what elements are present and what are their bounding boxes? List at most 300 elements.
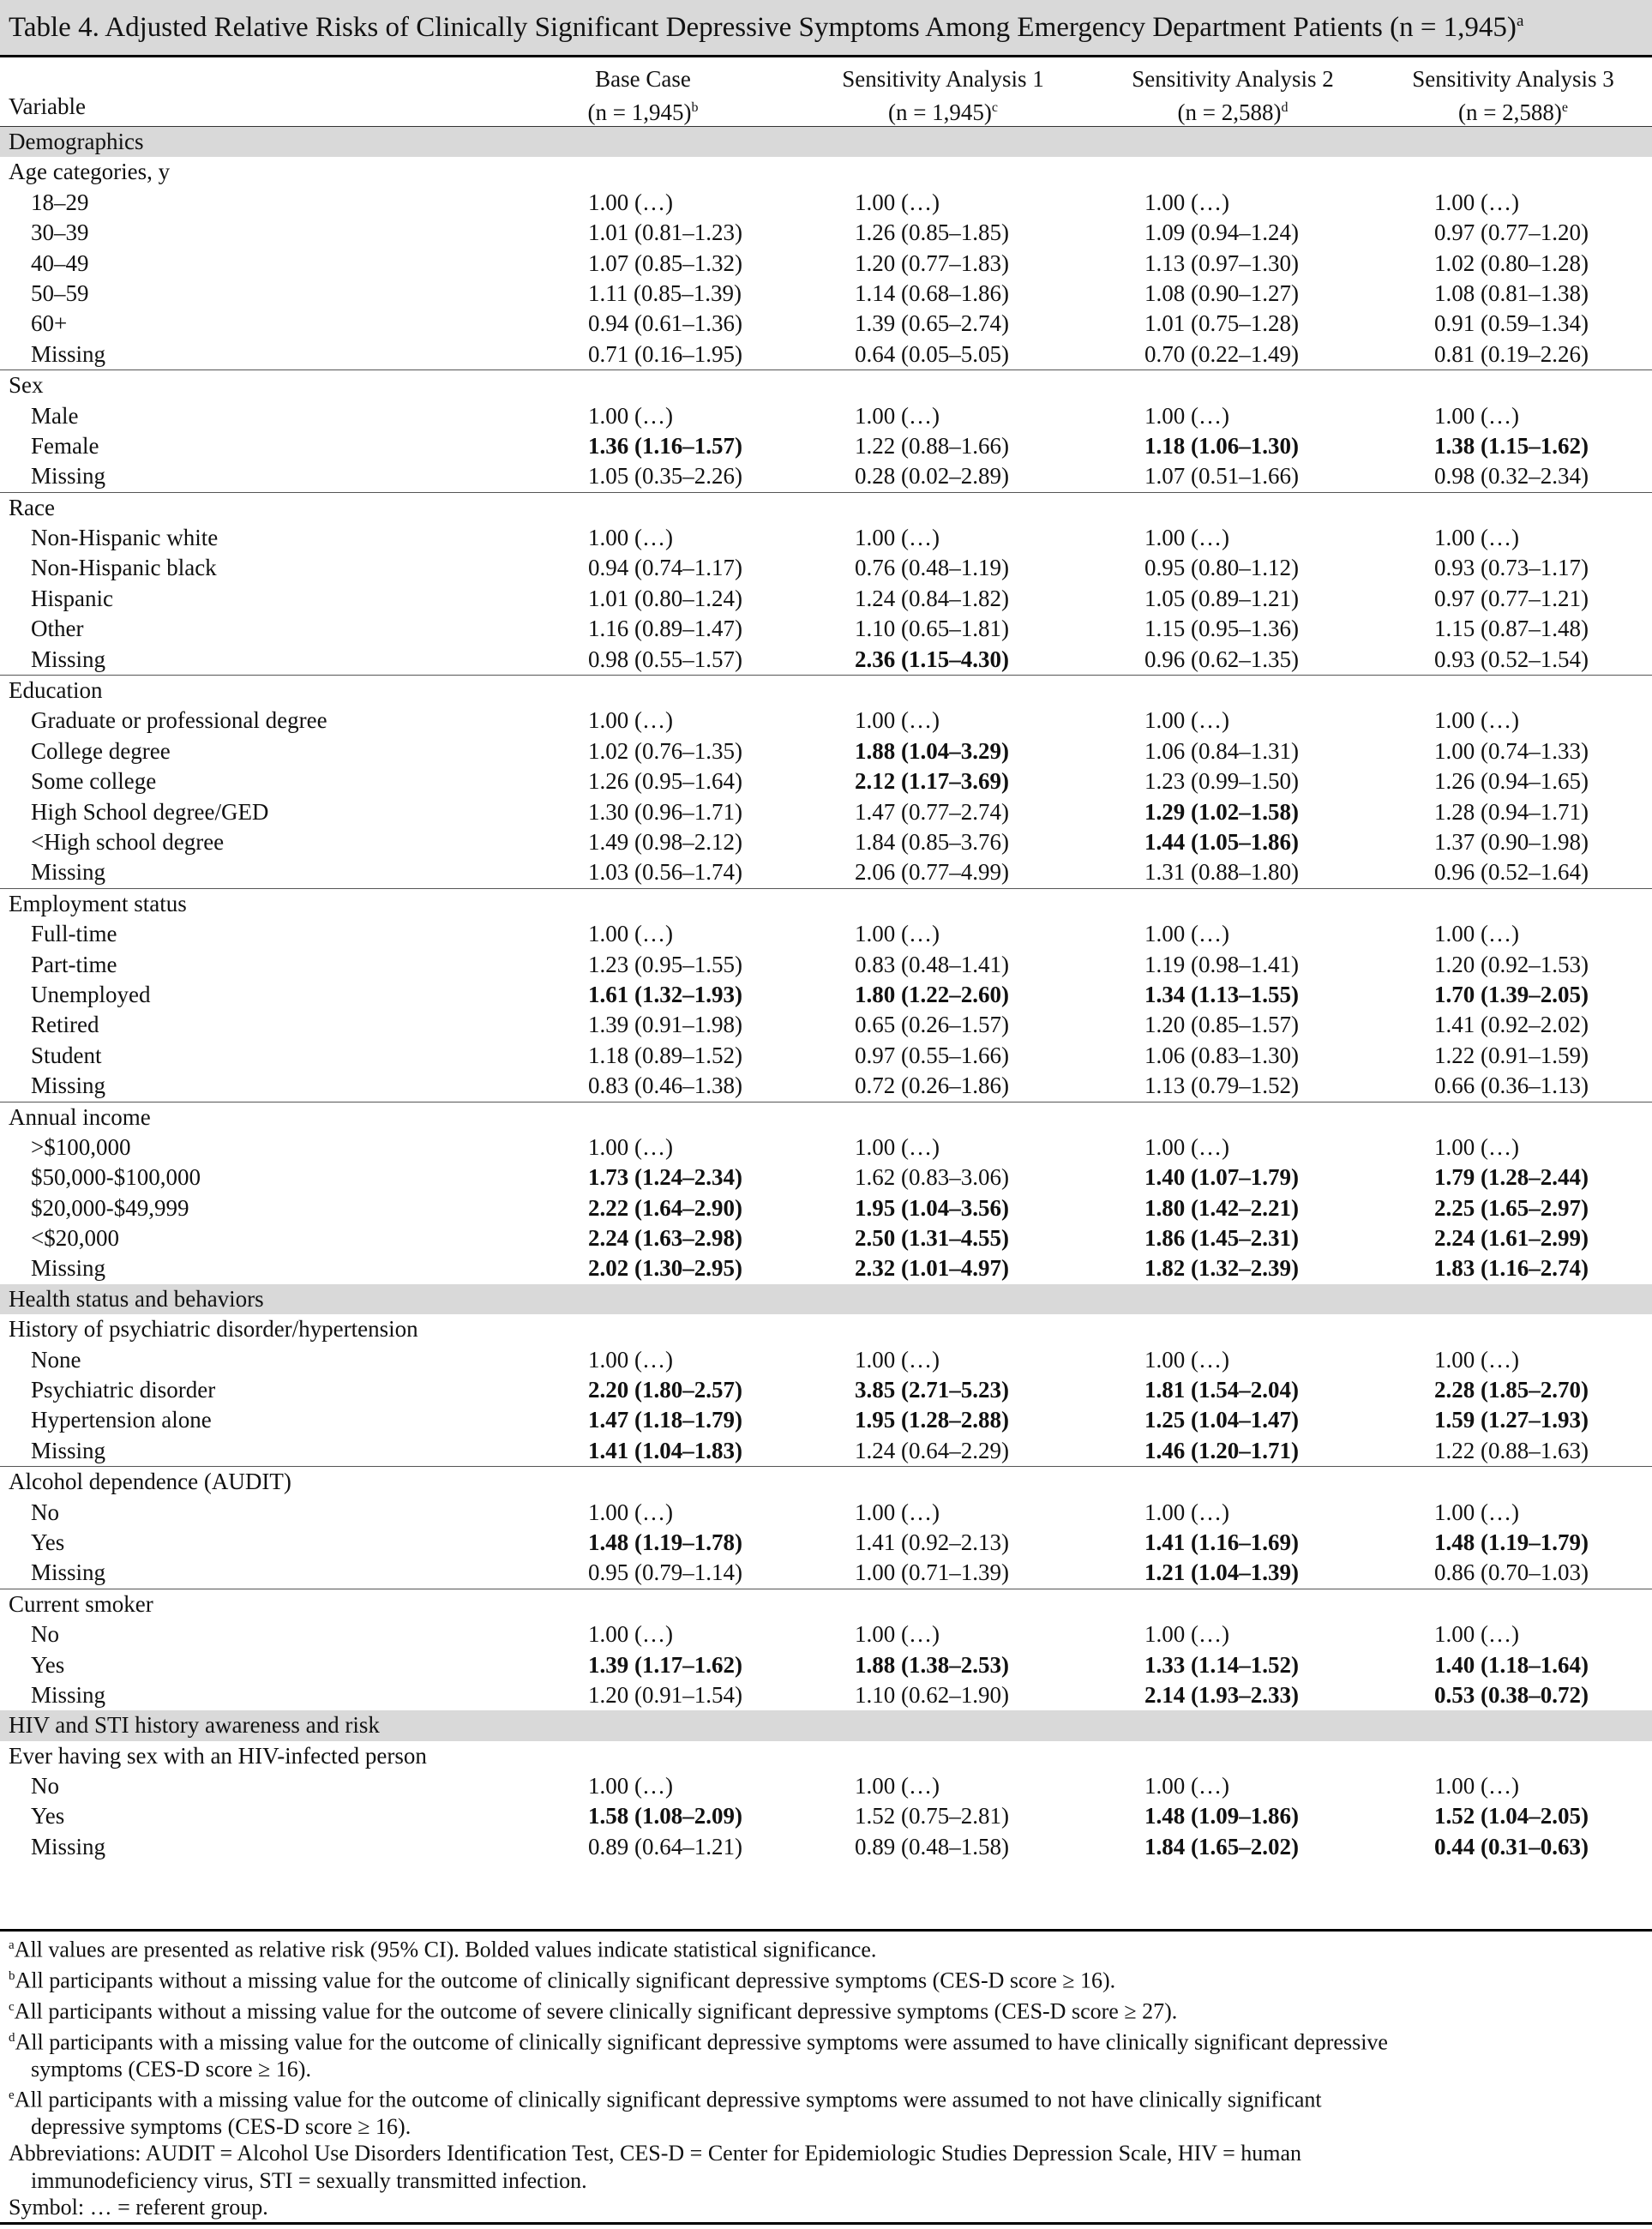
footnote-text: immunodeficiency virus, STI = sexually transmitted infection.	[31, 2167, 587, 2193]
rr-value-cell: 1.00 (…)	[855, 1346, 940, 1373]
footnote-text: symptoms (CES-D score ≥ 16).	[31, 2056, 311, 2082]
row-label: Other	[31, 616, 84, 642]
row-label: Non-Hispanic black	[31, 555, 217, 581]
rr-value-cell: 2.32 (1.01–4.97)	[855, 1255, 1009, 1282]
rr-value-cell: 1.00 (…)	[588, 402, 673, 429]
rr-value-cell: 1.41 (0.92–2.02)	[1434, 1012, 1589, 1038]
rr-value-cell: 1.00 (…)	[1144, 1346, 1229, 1373]
rr-value-cell: 1.44 (1.05–1.86)	[1144, 828, 1299, 855]
rr-value-cell: 1.23 (0.95–1.55)	[588, 951, 742, 977]
rr-value-cell: 1.00 (…)	[588, 1621, 673, 1648]
footnote-text: Abbreviations: AUDIT = Alcohol Use Disorders Identification Test, CES-D = Center for Epidemiologic Studies Depression Scale, HIV = human	[9, 2141, 1302, 2166]
table-row	[0, 706, 1652, 736]
rr-value-cell: 0.94 (0.61–1.36)	[588, 310, 742, 337]
row-label: Missing	[31, 1559, 106, 1586]
row-label: Hispanic	[31, 585, 113, 611]
row-label: Full-time	[31, 921, 117, 947]
group-header-row	[0, 1314, 1652, 1344]
rr-value-cell: 1.26 (0.94–1.65)	[1434, 768, 1589, 795]
table-row	[0, 827, 1652, 857]
row-label: 40–49	[31, 249, 89, 276]
rr-value-cell: 1.00 (…)	[588, 1773, 673, 1799]
rr-value-cell: 2.12 (1.17–3.69)	[855, 768, 1009, 795]
table-row	[0, 736, 1652, 766]
rr-value-cell: 0.76 (0.48–1.19)	[855, 555, 1009, 581]
header-footnote-mark: e	[1561, 100, 1569, 115]
rr-value-cell: 1.29 (1.02–1.58)	[1144, 798, 1299, 825]
rr-value-cell: 1.20 (0.91–1.54)	[588, 1681, 742, 1708]
rr-value-cell: 1.18 (0.89–1.52)	[588, 1042, 742, 1068]
rr-value-cell: 1.70 (1.39–2.05)	[1434, 981, 1589, 1007]
row-label: College degree	[31, 737, 171, 764]
rr-value-cell: 1.40 (1.18–1.64)	[1434, 1651, 1589, 1678]
table-row	[0, 766, 1652, 796]
group-header-row	[0, 888, 1652, 919]
row-label: Female	[31, 432, 99, 459]
row-label: Male	[31, 402, 79, 429]
group-label: Sex	[9, 372, 44, 399]
rr-value-cell: 1.88 (1.38–2.53)	[855, 1651, 1009, 1678]
header-footnote-mark: d	[1281, 100, 1289, 115]
row-label: Psychiatric disorder	[31, 1377, 216, 1403]
rr-value-cell: 1.00 (…)	[855, 402, 940, 429]
row-label: Missing	[31, 340, 106, 367]
rr-value-cell: 1.23 (0.99–1.50)	[1144, 768, 1299, 795]
section-header-row	[0, 127, 1652, 157]
rr-value-cell: 1.00 (…)	[1144, 1499, 1229, 1525]
rr-value-cell: 1.08 (0.81–1.38)	[1434, 279, 1589, 306]
rr-value-cell: 0.94 (0.74–1.17)	[588, 555, 742, 581]
section-header-row	[0, 1710, 1652, 1740]
row-label: <High school degree	[31, 828, 225, 855]
rr-value-cell: 1.05 (0.35–2.26)	[588, 463, 742, 490]
footnote-text: depressive symptoms (CES-D score ≥ 16).	[31, 2114, 411, 2140]
row-label: >$100,000	[31, 1133, 131, 1160]
table-row	[0, 218, 1652, 248]
rr-value-cell: 0.98 (0.55–1.57)	[588, 646, 742, 672]
row-label: Student	[31, 1042, 102, 1068]
rr-value-cell: 1.00 (0.74–1.33)	[1434, 737, 1589, 764]
rr-value-cell: 1.30 (0.96–1.71)	[588, 798, 742, 825]
bottom-divider	[0, 2222, 1652, 2225]
group-header-row	[0, 1741, 1652, 1771]
row-label: No	[31, 1499, 59, 1525]
rr-value-cell: 1.00 (…)	[855, 1499, 940, 1525]
row-label: Graduate or professional degree	[31, 707, 327, 734]
rr-value-cell: 1.00 (…)	[588, 707, 673, 734]
rr-value-cell: 1.41 (1.04–1.83)	[588, 1437, 742, 1463]
rr-value-cell: 1.33 (1.14–1.52)	[1144, 1651, 1299, 1678]
rr-value-cell: 1.02 (0.76–1.35)	[588, 737, 742, 764]
rr-value-cell: 0.28 (0.02–2.89)	[855, 463, 1009, 490]
rr-value-cell: 0.95 (0.80–1.12)	[1144, 555, 1299, 581]
rr-value-cell: 1.83 (1.16–2.74)	[1434, 1255, 1589, 1282]
table-row	[0, 857, 1652, 887]
rr-value-cell: 1.00 (…)	[588, 189, 673, 215]
rr-value-cell: 2.24 (1.63–2.98)	[588, 1225, 742, 1252]
rr-value-cell: 1.00 (…)	[1144, 921, 1229, 947]
rr-value-cell: 1.79 (1.28–2.44)	[1434, 1164, 1589, 1191]
rr-value-cell: 1.13 (0.79–1.52)	[1144, 1072, 1299, 1099]
table-row	[0, 614, 1652, 644]
row-label: Missing	[31, 1833, 106, 1860]
group-header-row	[0, 492, 1652, 523]
table-row	[0, 919, 1652, 949]
rr-value-cell: 0.86 (0.70–1.03)	[1434, 1559, 1589, 1586]
rr-value-cell: 3.85 (2.71–5.23)	[855, 1377, 1009, 1403]
rr-value-cell: 1.36 (1.16–1.57)	[588, 432, 742, 459]
table-row	[0, 1619, 1652, 1649]
rr-value-cell: 1.00 (…)	[855, 1133, 940, 1160]
row-label: 30–39	[31, 219, 89, 246]
rr-value-cell: 1.26 (0.85–1.85)	[855, 219, 1009, 246]
row-label: Non-Hispanic white	[31, 525, 219, 551]
footnote-divider	[0, 1929, 1652, 1932]
rr-value-cell: 1.00 (…)	[1144, 525, 1229, 551]
rr-value-cell: 1.15 (0.95–1.36)	[1144, 616, 1299, 642]
footnote-mark: b	[9, 1968, 15, 1983]
rr-value-cell: 1.00 (…)	[1144, 707, 1229, 734]
group-label: History of psychiatric disorder/hypertension	[9, 1316, 418, 1343]
footnote-text: All participants without a missing value for the outcome of clinically significant depressive symptoms (CES-D score ≥ 16).	[15, 1968, 1116, 1993]
footnote	[0, 1963, 1652, 1994]
table-row	[0, 1801, 1652, 1831]
table-row	[0, 188, 1652, 218]
rr-value-cell: 1.07 (0.51–1.66)	[1144, 463, 1299, 490]
table-row	[0, 1163, 1652, 1193]
rr-value-cell: 1.00 (…)	[1434, 1133, 1519, 1160]
table-body	[0, 127, 1652, 1862]
group-header-row	[0, 675, 1652, 706]
rr-value-cell: 1.25 (1.04–1.47)	[1144, 1407, 1299, 1433]
rr-value-cell: 1.80 (1.42–2.21)	[1144, 1194, 1299, 1221]
rr-value-cell: 1.01 (0.80–1.24)	[588, 585, 742, 611]
rr-value-cell: 1.95 (1.04–3.56)	[855, 1194, 1009, 1221]
rr-value-cell: 1.62 (0.83–3.06)	[855, 1164, 1009, 1191]
group-label: Race	[9, 494, 55, 520]
footnote-text: All participants with a missing value for the outcome of clinically significant depressive symptoms were assumed to have clinically significant depressive	[15, 2029, 1388, 2055]
table-row	[0, 1041, 1652, 1071]
row-label: Yes	[31, 1803, 65, 1829]
footnotes	[0, 1932, 1652, 2220]
rr-value-cell: 1.48 (1.09–1.86)	[1144, 1803, 1299, 1829]
table-row	[0, 1771, 1652, 1801]
rr-value-cell: 1.00 (…)	[855, 525, 940, 551]
rr-value-cell: 1.24 (0.84–1.82)	[855, 585, 1009, 611]
header-column-n: (n = 2,588)	[1457, 99, 1562, 125]
table-row	[0, 1832, 1652, 1862]
header-sensitivity-2	[1087, 64, 1379, 127]
rr-value-cell: 1.58 (1.08–2.09)	[588, 1803, 742, 1829]
table-row	[0, 1375, 1652, 1405]
group-label: Ever having sex with an HIV-infected person	[9, 1742, 427, 1769]
rr-value-cell: 2.02 (1.30–2.95)	[588, 1255, 742, 1282]
table-row	[0, 1010, 1652, 1040]
header-column-n: (n = 1,945)	[587, 99, 692, 125]
rr-value-cell: 1.47 (0.77–2.74)	[855, 798, 1009, 825]
table-row	[0, 1193, 1652, 1223]
rr-value-cell: 1.20 (0.77–1.83)	[855, 249, 1009, 276]
rr-value-cell: 1.39 (1.17–1.62)	[588, 1651, 742, 1678]
rr-value-cell: 1.46 (1.20–1.71)	[1144, 1437, 1299, 1463]
rr-value-cell: 1.41 (0.92–2.13)	[855, 1529, 1009, 1555]
row-label: Missing	[31, 463, 106, 490]
table-title-text: Table 4. Adjusted Relative Risks of Clinically Significant Depressive Symptoms Among Emergency Department Patients (n = 1,945)	[9, 12, 1517, 43]
rr-value-cell: 1.07 (0.85–1.32)	[588, 249, 742, 276]
table-row	[0, 980, 1652, 1010]
rr-value-cell: 0.44 (0.31–0.63)	[1434, 1833, 1589, 1860]
rr-value-cell: 1.01 (0.75–1.28)	[1144, 310, 1299, 337]
rr-value-cell: 0.71 (0.16–1.95)	[588, 340, 742, 367]
row-label: Hypertension alone	[31, 1407, 212, 1433]
rr-value-cell: 2.50 (1.31–4.55)	[855, 1225, 1009, 1252]
rr-value-cell: 1.19 (0.98–1.41)	[1144, 951, 1299, 977]
table-row	[0, 1558, 1652, 1588]
row-label: High School degree/GED	[31, 798, 269, 825]
rr-value-cell: 0.97 (0.77–1.21)	[1434, 585, 1589, 611]
rr-value-cell: 0.98 (0.32–2.34)	[1434, 463, 1589, 490]
header-column-name: Sensitivity Analysis 1	[842, 66, 1044, 92]
table-row	[0, 645, 1652, 675]
footnote	[0, 2140, 1652, 2194]
rr-value-cell: 1.06 (0.83–1.30)	[1144, 1042, 1299, 1068]
rr-value-cell: 1.31 (0.88–1.80)	[1144, 859, 1299, 886]
footnote	[0, 2082, 1652, 2140]
rr-value-cell: 1.47 (1.18–1.79)	[588, 1407, 742, 1433]
rr-value-cell: 1.18 (1.06–1.30)	[1144, 432, 1299, 459]
row-label: No	[31, 1621, 59, 1648]
section-label: HIV and STI history awareness and risk	[9, 1712, 380, 1739]
rr-value-cell: 1.49 (0.98–2.12)	[588, 828, 742, 855]
rr-value-cell: 1.00 (…)	[588, 1133, 673, 1160]
row-label: Retired	[31, 1012, 99, 1038]
row-label: None	[31, 1346, 81, 1373]
table-row	[0, 1405, 1652, 1435]
rr-value-cell: 1.00 (…)	[855, 189, 940, 215]
row-label: Missing	[31, 1072, 106, 1099]
rr-value-cell: 1.37 (0.90–1.98)	[1434, 828, 1589, 855]
rr-value-cell: 1.38 (1.15–1.62)	[1434, 432, 1589, 459]
rr-value-cell: 0.91 (0.59–1.34)	[1434, 310, 1589, 337]
rr-value-cell: 1.00 (…)	[855, 1773, 940, 1799]
rr-value-cell: 1.00 (…)	[1434, 707, 1519, 734]
table-row	[0, 1680, 1652, 1710]
rr-value-cell: 0.81 (0.19–2.26)	[1434, 340, 1589, 367]
rr-value-cell: 1.16 (0.89–1.47)	[588, 616, 742, 642]
rr-value-cell: 1.00 (…)	[1434, 189, 1519, 215]
rr-value-cell: 0.95 (0.79–1.14)	[588, 1559, 742, 1586]
rr-value-cell: 0.89 (0.48–1.58)	[855, 1833, 1009, 1860]
header-sensitivity-3	[1376, 64, 1650, 127]
header-column-name: Sensitivity Analysis 3	[1412, 66, 1614, 92]
table-row	[0, 309, 1652, 339]
footnote-text: Symbol: … = referent group.	[9, 2194, 268, 2220]
row-label: Yes	[31, 1529, 65, 1555]
rr-value-cell: 0.97 (0.55–1.66)	[855, 1042, 1009, 1068]
rr-value-cell: 1.00 (…)	[855, 1621, 940, 1648]
rr-value-cell: 1.00 (…)	[588, 525, 673, 551]
header-column-name: Base Case	[595, 66, 691, 92]
row-label: Missing	[31, 1681, 106, 1708]
section-label: Health status and behaviors	[9, 1285, 264, 1312]
table-row	[0, 1133, 1652, 1163]
rr-value-cell: 0.83 (0.48–1.41)	[855, 951, 1009, 977]
table-row	[0, 1436, 1652, 1466]
rr-value-cell: 1.13 (0.97–1.30)	[1144, 249, 1299, 276]
rr-value-cell: 0.66 (0.36–1.13)	[1434, 1072, 1589, 1099]
group-label: Alcohol dependence (AUDIT)	[9, 1469, 291, 1495]
rr-value-cell: 1.00 (…)	[1434, 1773, 1519, 1799]
rr-value-cell: 0.93 (0.73–1.17)	[1434, 555, 1589, 581]
footnote-mark: e	[9, 2088, 15, 2103]
rr-value-cell: 1.41 (1.16–1.69)	[1144, 1529, 1299, 1555]
rr-value-cell: 1.00 (…)	[1434, 1621, 1519, 1648]
row-label: Unemployed	[31, 981, 151, 1007]
rr-value-cell: 2.14 (1.93–2.33)	[1144, 1681, 1299, 1708]
footnote-text: All participants without a missing value for the outcome of severe clinically significant depressive symptoms (CES-D score ≥ 27).	[14, 1998, 1178, 2024]
rr-value-cell: 1.22 (0.91–1.59)	[1434, 1042, 1589, 1068]
row-label: 18–29	[31, 189, 89, 215]
rr-value-cell: 1.21 (1.04–1.39)	[1144, 1559, 1299, 1586]
rr-value-cell: 1.24 (0.64–2.29)	[855, 1437, 1009, 1463]
row-label: 50–59	[31, 279, 89, 306]
rr-value-cell: 2.22 (1.64–2.90)	[588, 1194, 742, 1221]
rr-value-cell: 1.95 (1.28–2.88)	[855, 1407, 1009, 1433]
group-label: Current smoker	[9, 1590, 153, 1617]
row-label: Missing	[31, 1437, 106, 1463]
rr-value-cell: 1.00 (…)	[1434, 1346, 1519, 1373]
table-row	[0, 401, 1652, 431]
rr-value-cell: 1.11 (0.85–1.39)	[588, 279, 742, 306]
header-footnote-mark: c	[991, 100, 999, 115]
rr-value-cell: 1.28 (0.94–1.71)	[1434, 798, 1589, 825]
table-row	[0, 797, 1652, 827]
row-label: Missing	[31, 1255, 106, 1282]
rr-value-cell: 1.73 (1.24–2.34)	[588, 1164, 742, 1191]
rr-value-cell: 0.53 (0.38–0.72)	[1434, 1681, 1589, 1708]
section-header-row	[0, 1284, 1652, 1314]
table-row	[0, 461, 1652, 491]
table-row	[0, 249, 1652, 279]
row-label: <$20,000	[31, 1225, 119, 1252]
rr-value-cell: 0.93 (0.52–1.54)	[1434, 646, 1589, 672]
rr-value-cell: 1.00 (…)	[588, 1499, 673, 1525]
rr-value-cell: 0.72 (0.26–1.86)	[855, 1072, 1009, 1099]
footnote-text: All values are presented as relative risk (95% CI). Bolded values indicate statistical significance.	[14, 1937, 877, 1962]
row-label: Missing	[31, 859, 106, 886]
rr-value-cell: 1.39 (0.91–1.98)	[588, 1012, 742, 1038]
rr-value-cell: 1.08 (0.90–1.27)	[1144, 279, 1299, 306]
rr-value-cell: 1.00 (…)	[1434, 402, 1519, 429]
rr-value-cell: 1.88 (1.04–3.29)	[855, 737, 1009, 764]
group-header-row	[0, 1589, 1652, 1619]
table-row	[0, 1650, 1652, 1680]
rr-value-cell: 1.00 (…)	[1144, 189, 1229, 215]
rr-value-cell: 0.96 (0.52–1.64)	[1434, 859, 1589, 886]
rr-value-cell: 0.96 (0.62–1.35)	[1144, 646, 1299, 672]
rr-value-cell: 1.39 (0.65–2.74)	[855, 310, 1009, 337]
rr-value-cell: 0.64 (0.05–5.05)	[855, 340, 1009, 367]
header-footnote-mark: b	[691, 100, 699, 115]
rr-value-cell: 1.00 (…)	[588, 921, 673, 947]
header-column-n: (n = 2,588)	[1177, 99, 1282, 125]
header-variable: Variable	[9, 93, 86, 119]
table-row	[0, 1345, 1652, 1375]
table-row	[0, 1223, 1652, 1253]
rr-value-cell: 1.01 (0.81–1.23)	[588, 219, 742, 246]
rr-value-cell: 2.24 (1.61–2.99)	[1434, 1225, 1589, 1252]
rr-value-cell: 2.25 (1.65–2.97)	[1434, 1194, 1589, 1221]
footnote-text: All participants with a missing value for the outcome of clinically significant depressive symptoms were assumed to not have clinically significant	[14, 2087, 1322, 2112]
rr-value-cell: 0.70 (0.22–1.49)	[1144, 340, 1299, 367]
group-header-row	[0, 157, 1652, 187]
footnote	[0, 2025, 1652, 2082]
row-label: Part-time	[31, 951, 117, 977]
rr-value-cell: 1.80 (1.22–2.60)	[855, 981, 1009, 1007]
header-base-case	[514, 64, 772, 127]
rr-value-cell: 1.00 (…)	[1144, 1133, 1229, 1160]
rr-value-cell: 1.61 (1.32–1.93)	[588, 981, 742, 1007]
row-label: Yes	[31, 1651, 65, 1678]
table-row	[0, 553, 1652, 583]
header-column-n: (n = 1,945)	[887, 99, 992, 125]
rr-value-cell: 1.84 (1.65–2.02)	[1144, 1833, 1299, 1860]
group-header-row	[0, 1466, 1652, 1497]
group-label: Education	[9, 677, 103, 704]
row-label: Some college	[31, 768, 157, 795]
rr-value-cell: 0.83 (0.46–1.38)	[588, 1072, 742, 1099]
rr-value-cell: 1.15 (0.87–1.48)	[1434, 616, 1589, 642]
table-title	[0, 0, 1652, 57]
table-row	[0, 339, 1652, 369]
group-header-row	[0, 369, 1652, 400]
rr-value-cell: 1.81 (1.54–2.04)	[1144, 1377, 1299, 1403]
rr-value-cell: 1.00 (…)	[1144, 1773, 1229, 1799]
rr-value-cell: 1.00 (…)	[1144, 1621, 1229, 1648]
rr-value-cell: 2.28 (1.85–2.70)	[1434, 1377, 1589, 1403]
row-label: Missing	[31, 646, 106, 672]
table-title-footnote-mark: a	[1516, 12, 1524, 30]
rr-value-cell: 1.00 (0.71–1.39)	[855, 1559, 1009, 1586]
rr-value-cell: 1.10 (0.62–1.90)	[855, 1681, 1009, 1708]
group-label: Age categories, y	[9, 159, 171, 185]
rr-value-cell: 1.52 (1.04–2.05)	[1434, 1803, 1589, 1829]
table-row	[0, 1528, 1652, 1558]
rr-value-cell: 1.48 (1.19–1.79)	[1434, 1529, 1589, 1555]
rr-value-cell: 1.20 (0.92–1.53)	[1434, 951, 1589, 977]
rr-value-cell: 1.00 (…)	[1434, 921, 1519, 947]
rr-value-cell: 1.00 (…)	[1144, 402, 1229, 429]
rr-value-cell: 0.65 (0.26–1.57)	[855, 1012, 1009, 1038]
header-column-name: Sensitivity Analysis 2	[1132, 66, 1334, 92]
rr-value-cell: 2.20 (1.80–2.57)	[588, 1377, 742, 1403]
footnote-mark: d	[9, 2030, 15, 2045]
rr-value-cell: 1.86 (1.45–2.31)	[1144, 1225, 1299, 1252]
row-label: No	[31, 1773, 59, 1799]
group-label: Annual income	[9, 1103, 151, 1130]
rr-value-cell: 1.00 (…)	[1434, 1499, 1519, 1525]
table-row	[0, 1253, 1652, 1283]
section-label: Demographics	[9, 129, 144, 154]
footnote	[0, 1932, 1652, 1963]
footnote	[0, 1994, 1652, 2025]
group-header-row	[0, 1102, 1652, 1133]
row-label: 60+	[31, 310, 68, 337]
rr-value-cell: 1.22 (0.88–1.63)	[1434, 1437, 1589, 1463]
rr-value-cell: 1.00 (…)	[855, 921, 940, 947]
footnote-mark: a	[9, 1938, 15, 1952]
table-row	[0, 950, 1652, 980]
